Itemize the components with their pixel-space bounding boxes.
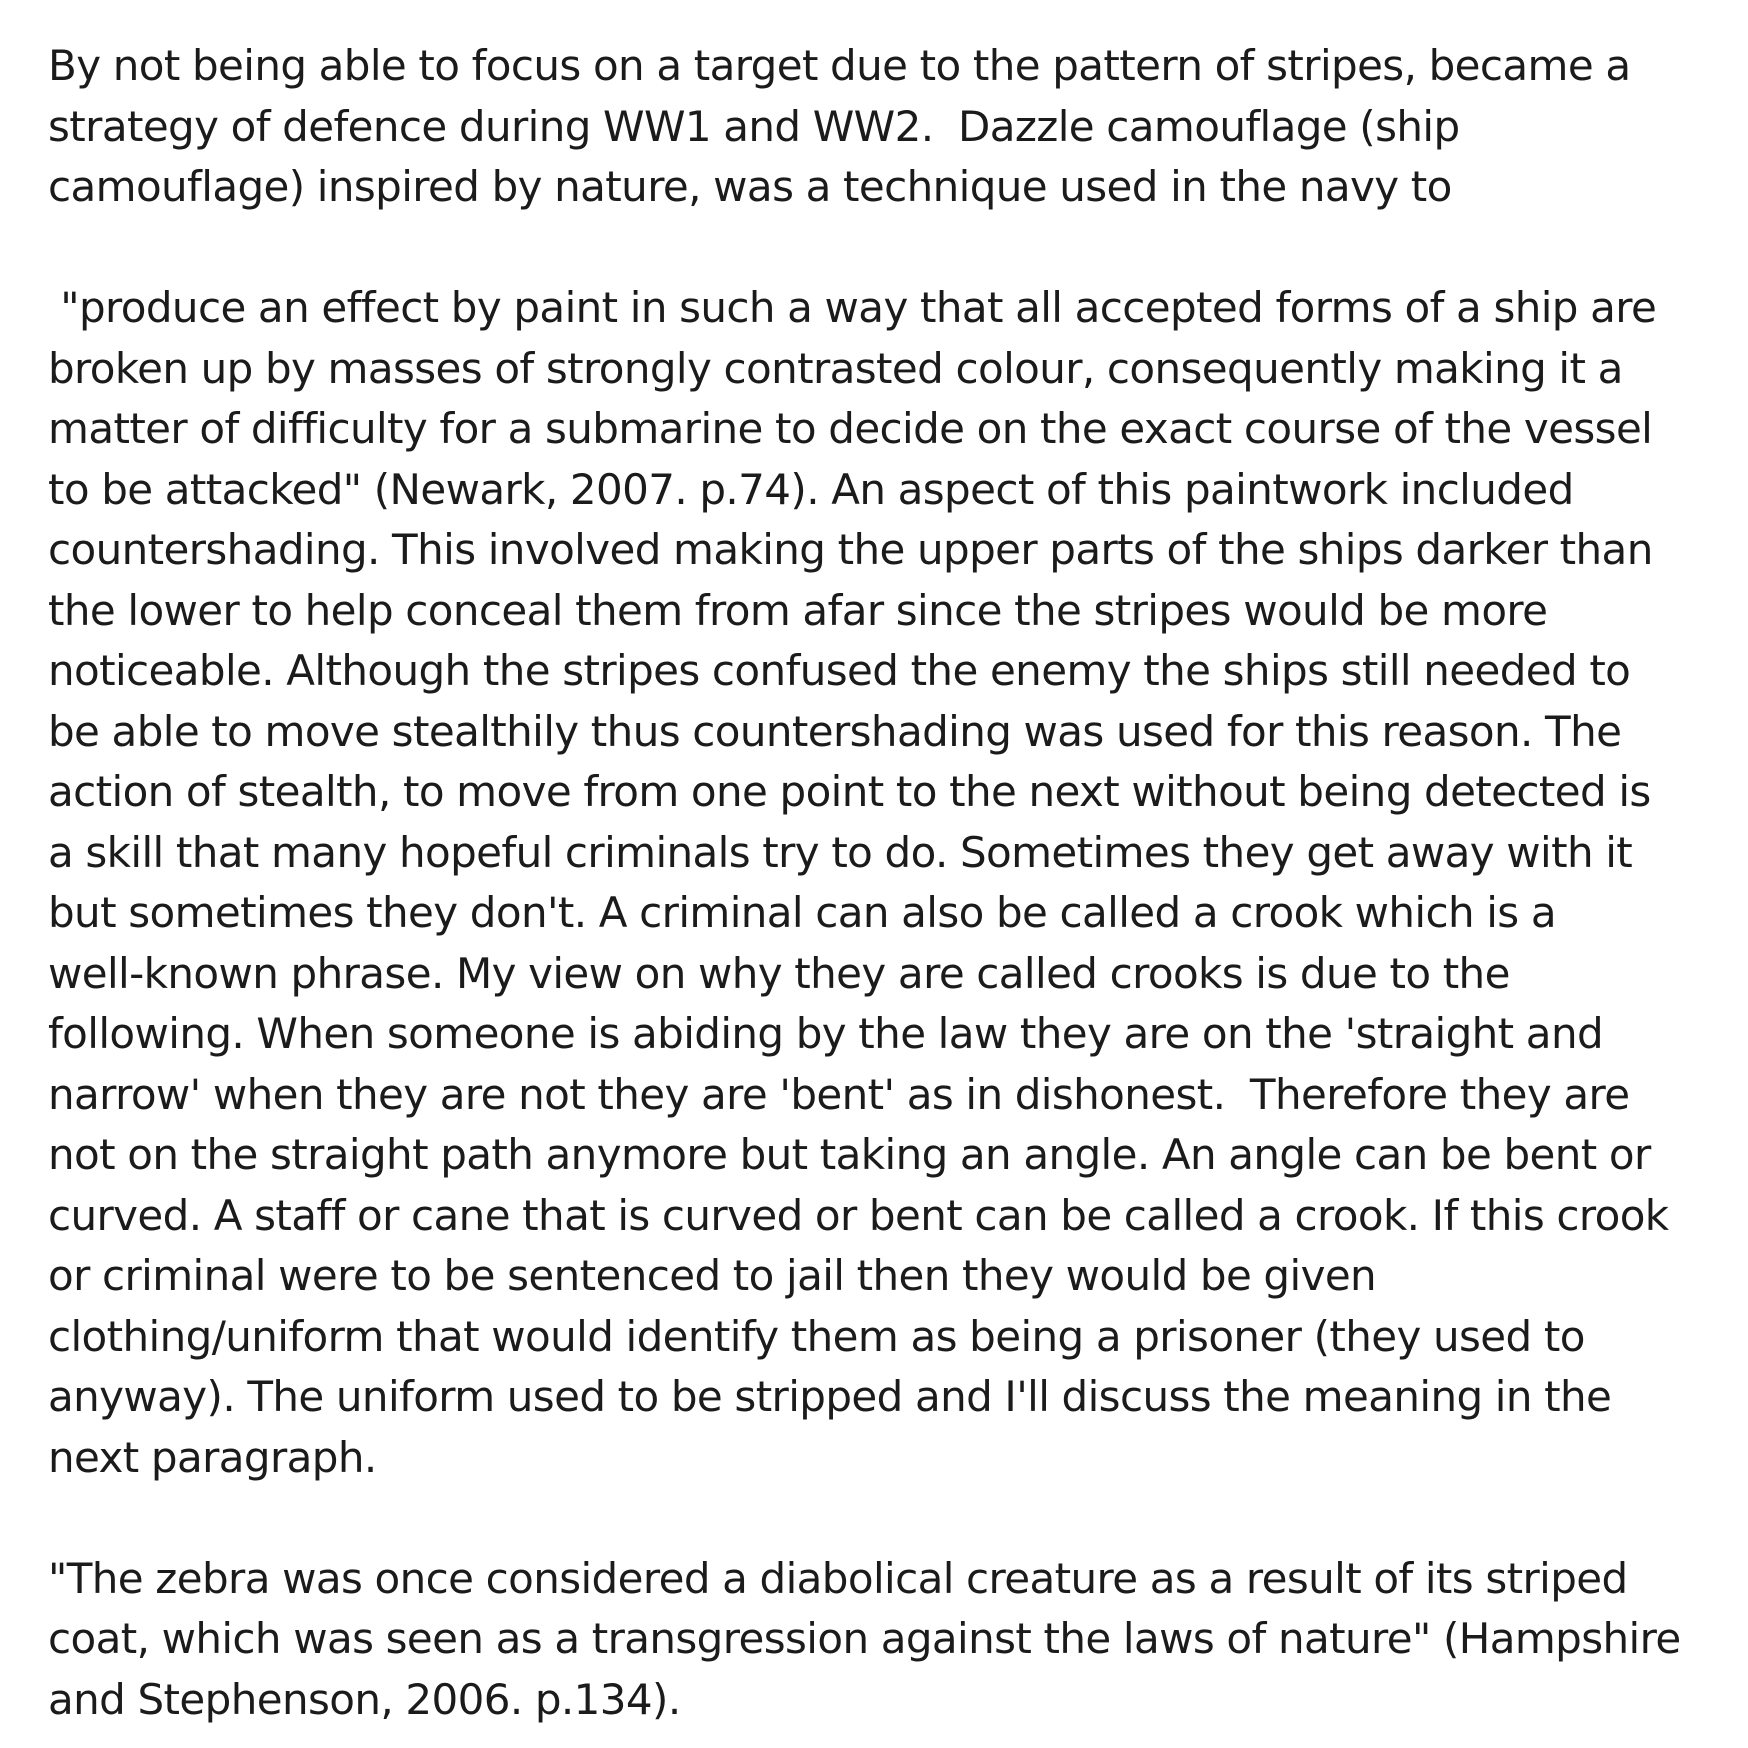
text-line: following. When someone is abiding by the law they are on the 'straight and bbox=[48, 1009, 1604, 1058]
text-line: action of stealth, to move from one point to the next without being detected is bbox=[48, 767, 1651, 816]
paragraph-intro bbox=[48, 36, 1708, 218]
text-line: the lower to help conceal them from afar since the stripes would be more bbox=[48, 585, 1548, 635]
text-line: coat, which was seen as a transgression against the laws of nature" (Hampshire bbox=[48, 1614, 1681, 1663]
text-line: noticeable. Although the stripes confused the enemy the ships still needed to bbox=[48, 646, 1631, 695]
text-line: "produce an effect by paint in such a way that all accepted forms of a ship are bbox=[48, 283, 1657, 332]
text-line: "The zebra was once considered a diabolical creature as a result of its striped bbox=[48, 1553, 1628, 1603]
text-line: a skill that many hopeful criminals try to do. Sometimes they get away with it bbox=[48, 827, 1633, 877]
text-line: broken up by masses of strongly contrasted colour, consequently making it a bbox=[48, 343, 1623, 393]
text-line: strategy of defence during WW1 and WW2. Dazzle camouflage (ship bbox=[48, 101, 1460, 151]
text-line: but sometimes they don't. A criminal can also be called a crook which is a bbox=[48, 888, 1556, 937]
text-line: next paragraph. bbox=[48, 1432, 377, 1482]
paragraph-gap bbox=[48, 1488, 1708, 1549]
text-line: narrow' when they are not they are 'bent' as in dishonest. Therefore they are bbox=[48, 1069, 1630, 1119]
text-line: camouflage) inspired by nature, was a technique used in the navy to bbox=[48, 162, 1452, 211]
text-line: to be attacked" (Newark, 2007. p.74). An aspect of this paintwork included bbox=[48, 464, 1574, 514]
text-line: curved. A staff or cane that is curved or bent can be called a crook. If this crook bbox=[48, 1190, 1669, 1240]
text-line: be able to move stealthily thus countershading was used for this reason. The bbox=[48, 706, 1622, 756]
text-line: not on the straight path anymore but taking an angle. An angle can be bent or bbox=[48, 1130, 1651, 1179]
text-line: countershading. This involved making the upper parts of the ships darker than bbox=[48, 525, 1653, 574]
text-line: and Stephenson, 2006. p.134). bbox=[48, 1674, 681, 1724]
text-line: or criminal were to be sentenced to jail then they would be given bbox=[48, 1251, 1377, 1300]
paragraph-main bbox=[48, 278, 1708, 1488]
text-line: clothing/uniform that would identify them as being a prisoner (they used to bbox=[48, 1311, 1585, 1361]
paragraph-quote bbox=[48, 1549, 1708, 1731]
text-line: anyway). The uniform used to be stripped and I'll discuss the meaning in the bbox=[48, 1372, 1612, 1421]
paragraph-gap bbox=[48, 218, 1708, 279]
document-page bbox=[48, 36, 1708, 1730]
text-line: well-known phrase. My view on why they are called crooks is due to the bbox=[48, 948, 1510, 998]
text-line: By not being able to focus on a target due to the pattern of stripes, became a bbox=[48, 41, 1631, 90]
text-line: matter of difficulty for a submarine to decide on the exact course of the vessel bbox=[48, 404, 1653, 453]
